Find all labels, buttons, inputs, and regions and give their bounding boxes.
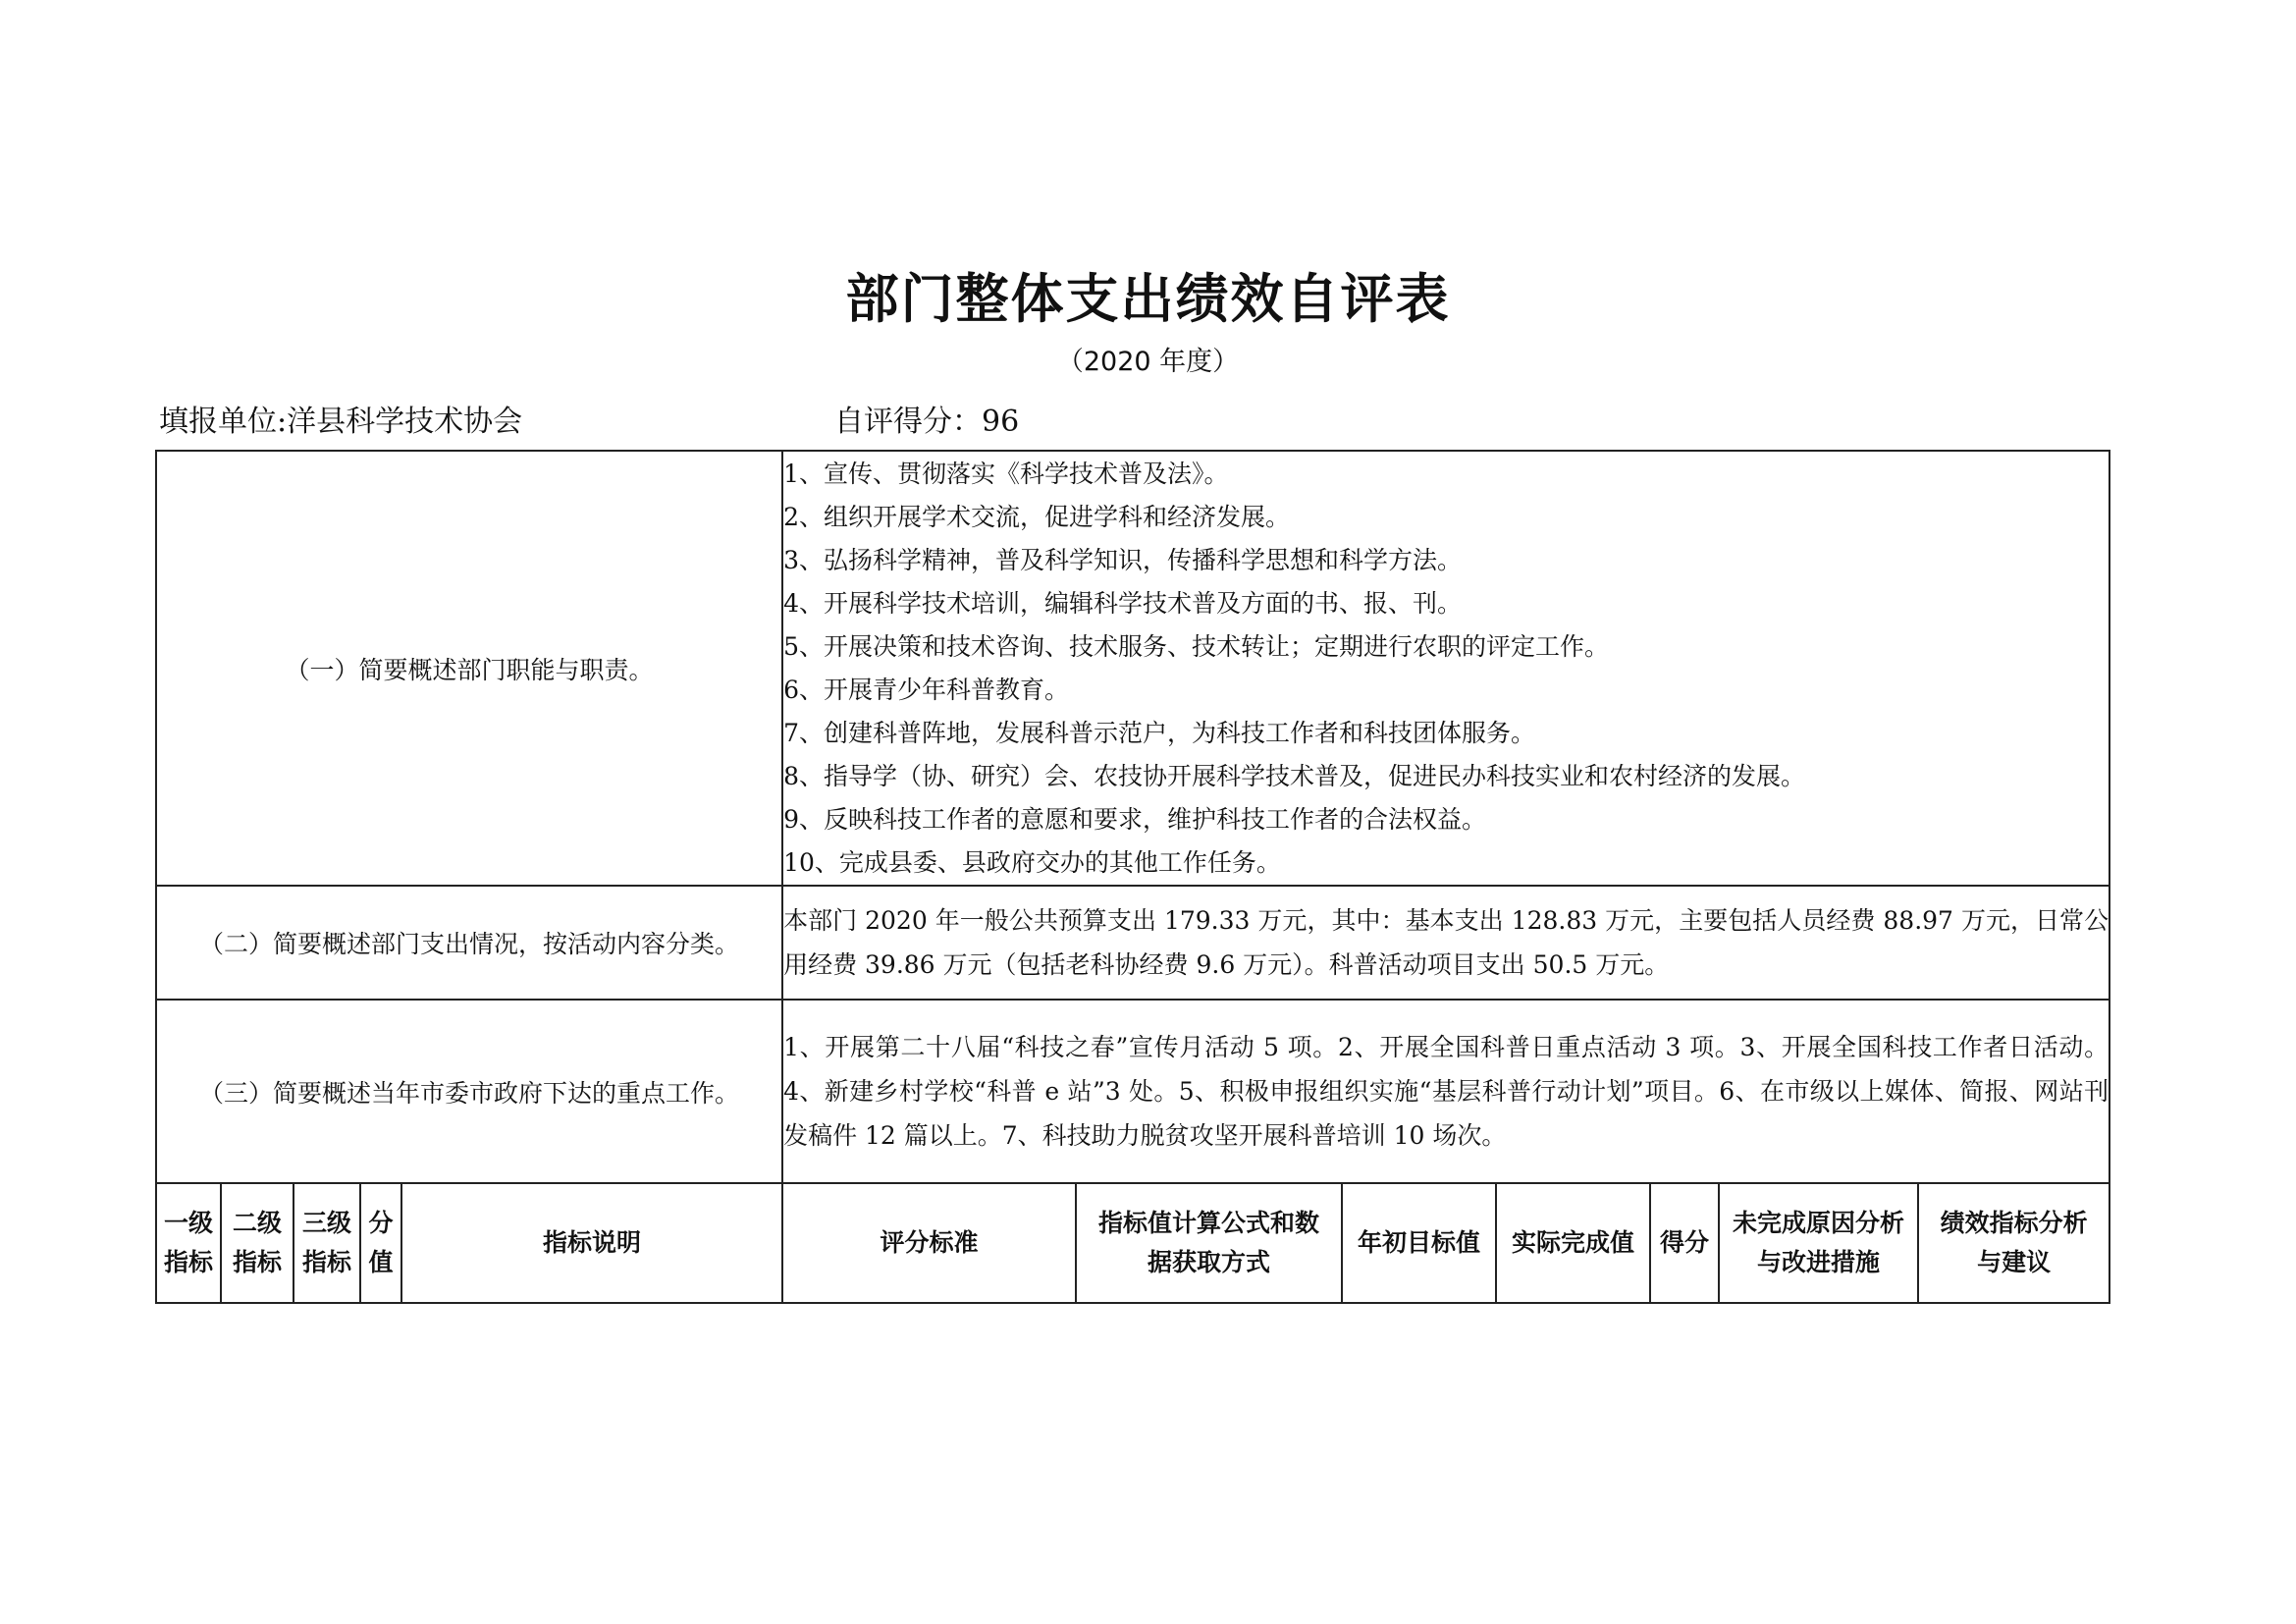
header-scoring-criteria: 评分标准 (782, 1183, 1076, 1303)
header-performance-analysis: 绩效指标分析 与建议 (1918, 1183, 2109, 1303)
list-item: 2、组织开展学术交流，促进学科和经济发展。 (783, 502, 1290, 531)
section-label: （三）简要概述当年市委市政府下达的重点工作。 (156, 1000, 782, 1183)
self-score: 自评得分：96 (834, 405, 1020, 439)
functions-list (782, 451, 2109, 886)
document-title: 部门整体支出绩效自评表 (845, 268, 1451, 330)
header-level3-indicator: 三级 指标 (294, 1183, 360, 1303)
list-item: 1、宣传、贯彻落实《科学技术普及法》。 (783, 459, 1229, 488)
header-score-value: 分 值 (360, 1183, 401, 1303)
expenditure-text: 本部门 2020 年一般公共预算支出 179.33 万元，其中：基本支出 128.83 万元，主要包括人员经费 88.97 万元，日常公用经费 39.86 万元（包括老科协经费 9.6 万元）。科普活动项目支出 50.5 万元。 (782, 886, 2109, 1000)
section-row-functions (156, 451, 2109, 886)
document-year: （2020 年度） (1056, 347, 1240, 377)
list-item: 10、完成县委、县政府交办的其他工作任务。 (783, 847, 1281, 877)
header-level2-indicator: 二级 指标 (221, 1183, 294, 1303)
list-item: 4、开展科学技术培训，编辑科学技术普及方面的书、报、刊。 (783, 588, 1462, 618)
evaluation-table (155, 450, 2110, 1304)
section-label: （二）简要概述部门支出情况，按活动内容分类。 (156, 886, 782, 1000)
list-item: 3、弘扬科学精神，普及科学知识，传播科学思想和科学方法。 (783, 545, 1462, 574)
list-item: 5、开展决策和技术咨询、技术服务、技术转让；定期进行农职的评定工作。 (783, 631, 1609, 661)
header-actual-value: 实际完成值 (1496, 1183, 1650, 1303)
header-shortfall-analysis: 未完成原因分析 与改进措施 (1719, 1183, 1918, 1303)
key-work-text: 1、开展第二十八届“科技之春”宣传月活动 5 项。2、开展全国科普日重点活动 3 项。3、开展全国科技工作者日活动。4、新建乡村学校“科普 e 站”3 处。5、积极申报组织实施“基层科普行动计划”项目。6、在市级以上媒体、简报、网站刊发稿件 12 篇以上。7、科技助力脱贫攻坚开展科普培训 10 场次。 (782, 1000, 2109, 1183)
section-row-expenditure (156, 886, 2109, 1000)
list-item: 9、反映科技工作者的意愿和要求，维护科技工作者的合法权益。 (783, 804, 1486, 834)
header-indicator-description: 指标说明 (401, 1183, 782, 1303)
header-level1-indicator: 一级 指标 (156, 1183, 221, 1303)
header-score: 得分 (1650, 1183, 1719, 1303)
header-calculation-method: 指标值计算公式和数 据获取方式 (1076, 1183, 1342, 1303)
list-item: 7、创建科普阵地，发展科普示范户，为科技工作者和科技团体服务。 (783, 718, 1535, 747)
section-row-key-work (156, 1000, 2109, 1183)
indicator-header-row (156, 1183, 2109, 1303)
header-annual-target: 年初目标值 (1342, 1183, 1496, 1303)
reporting-unit: 填报单位:洋县科学技术协会 (159, 405, 523, 439)
section-label: （一）简要概述部门职能与职责。 (156, 451, 782, 886)
list-item: 6、开展青少年科普教育。 (783, 675, 1069, 704)
list-item: 8、指导学（协、研究）会、农技协开展科学技术普及，促进民办科技实业和农村经济的发展。 (783, 761, 1805, 790)
